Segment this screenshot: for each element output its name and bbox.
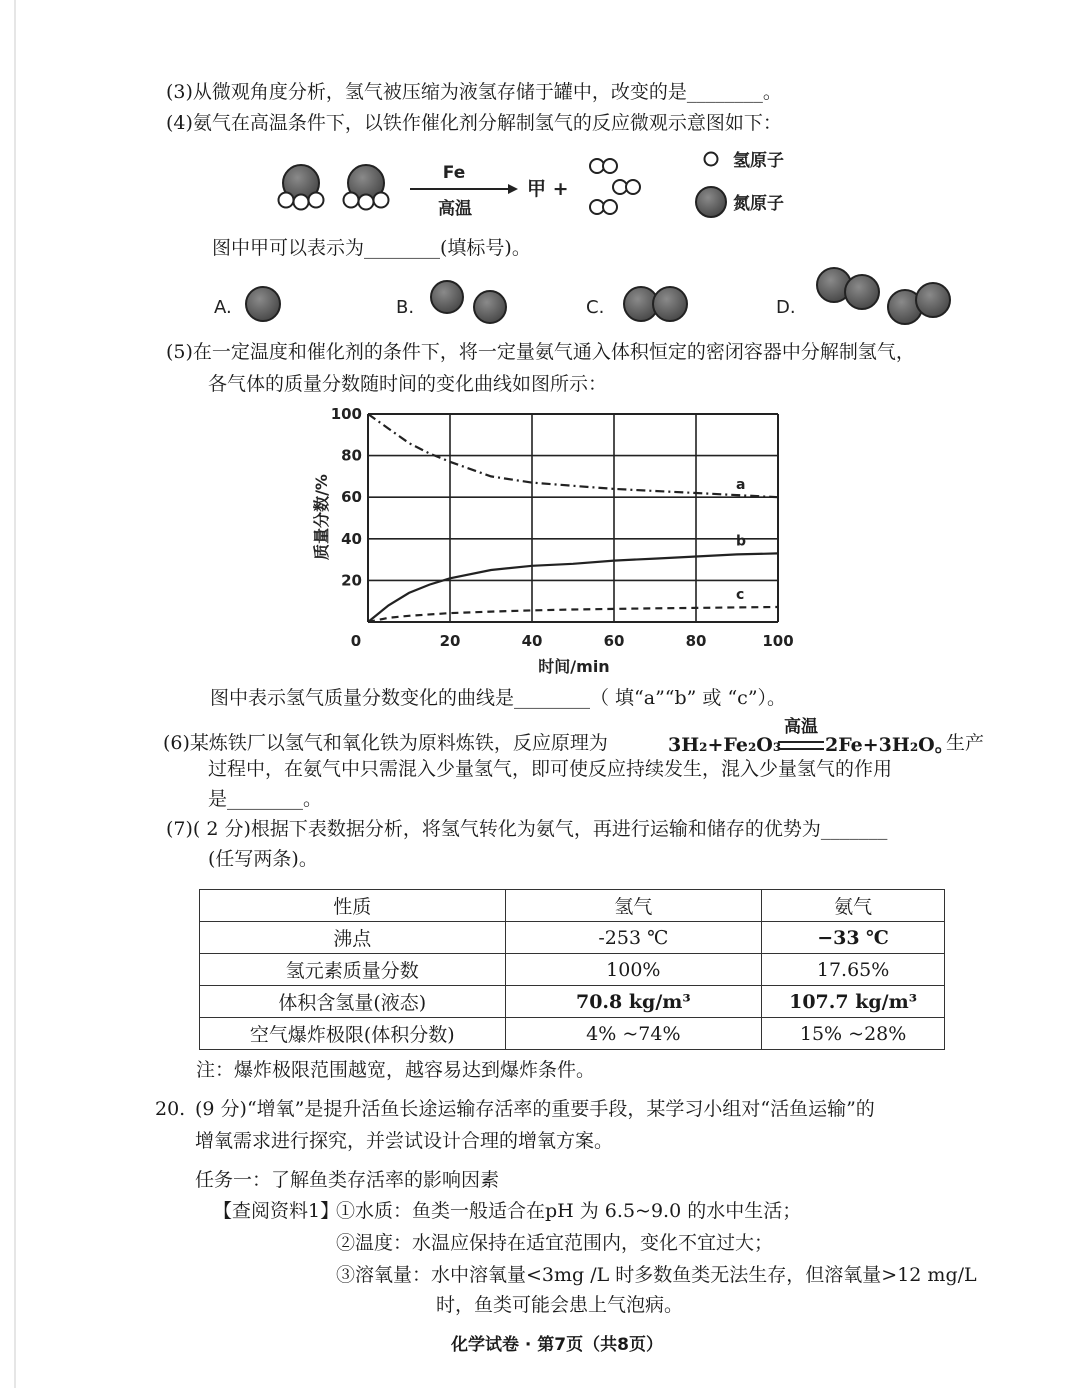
x-tick-label: 80 [685,632,707,650]
table-cell: 15% ~28% [762,1018,945,1050]
reference-item-1: ①水质：鱼类一般适合在pH 为 6.5~9.0 的水中生活； [336,1200,802,1222]
option-d-label: D. [776,297,796,318]
reference-item-3b: 时，鱼类可能会患上气泡病。 [436,1294,684,1316]
question-5-line-2: 各气体的质量分数随时间的变化曲线如图所示： [208,373,608,395]
task-1-heading: 任务一：了解鱼类存活率的影响因素 [195,1169,500,1191]
table-row [200,1018,945,1050]
question-4-ask: 图中甲可以表示为________(填标号)。 [212,237,531,259]
page-footer: 化学试卷 · 第7页（共8页） [451,1335,663,1355]
ammonia-molecule-2 [344,165,389,210]
y-tick-label: 80 [341,446,362,465]
question-7-line-1: (7)( 2 分)根据下表数据分析，将氢气转化为氨气，再进行运输和储存的优势为_______ [166,818,888,840]
reference-item-2: ②温度：水温应保持在适宜范围内，变化不宜过大； [336,1232,774,1254]
question-6-line-2: 过程中，在氨气中只需混入少量氢气，即可使反应持续发生，混入少量氢气的作用 [208,758,893,780]
table-cell: -253 ℃ [505,922,762,954]
table-cell: 107.7 kg/m³ [762,986,945,1018]
table-cell: 100% [505,954,762,986]
option-b-label: B. [396,297,415,318]
option-b-atom-1 [431,281,463,313]
x-tick-label: 20 [439,632,461,650]
option-d-atom-4 [916,283,950,317]
equation-condition: 高温 [784,717,818,737]
option-d-atom-2 [845,275,879,309]
catalyst-label: Fe [442,163,466,183]
option-c-atom-2 [653,287,687,321]
properties-table [199,889,945,1050]
question-6-line-1a: (6)某炼铁厂以氢气和氧化铁为原料炼铁，反应原理为 [163,732,608,754]
y-tick-label: 20 [341,571,362,590]
question-6-line-3: 是________。 [208,788,323,810]
option-b-atom-2 [474,291,506,323]
nitrogen-atom-icon [696,187,726,217]
x-tick-label: 0 [350,632,362,650]
table-cell: 4% ~74% [505,1018,762,1050]
question-6-line-1b: 生产 [946,732,985,754]
question-20-line-2: 增氧需求进行探究，并尝试设计合理的增氧方案。 [195,1130,614,1152]
equation-left: 3H₂+Fe₂O₃ [668,734,782,756]
reference-item-3a: ③溶氧量：水中溶氧量<3mg /L 时多数鱼类无法生存，但溶氧量>12 mg/L [336,1264,977,1286]
question-5-ask: 图中表示氢气质量分数变化的曲线是________（ 填“a”“b” 或 “c”）。 [210,687,787,709]
question-20-number: 20. [155,1098,186,1120]
equation-right: 2Fe+3H₂O。 [825,734,954,756]
reaction-arrow [410,184,518,194]
table-note: 注：爆炸极限范围越宽，越容易达到爆炸条件。 [196,1059,596,1081]
hydrogen-atom-icon [705,153,718,166]
option-a-label: A. [214,297,232,318]
equation-double-line [778,741,824,750]
option-a-molecule [246,287,280,321]
table-cell: 沸点 [200,922,506,954]
table-header: 氢气 [505,890,762,922]
question-7-line-2: (任写两条)。 [208,848,318,870]
series-line-b [368,553,778,622]
table-row [200,922,945,954]
table-row [200,986,945,1018]
y-tick-label: 100 [330,405,362,423]
table-cell: 氢元素质量分数 [200,954,506,986]
legend-hydrogen: 氢原子 [733,151,784,171]
series-label-b: b [736,533,747,550]
chart-grid [368,414,778,622]
y-axis-label: 质量分数/% [312,474,331,560]
x-axis-label: 时间/min [538,657,610,676]
series-label-a: a [736,477,746,494]
table-header: 氨气 [762,890,945,922]
table-cell: −33 ℃ [762,922,945,954]
table-row [200,954,945,986]
x-tick-label: 60 [603,632,625,650]
product-label: 甲 + [527,178,569,200]
chart-series [368,414,778,622]
table-cell: 空气爆炸极限(体积分数) [200,1018,506,1050]
x-tick-label: 40 [521,632,543,650]
question-5-line-1: (5)在一定温度和催化剂的条件下，将一定量氨气通入体积恒定的密闭容器中分解制氢气， [166,341,915,363]
table-cell: 体积含氢量(液态) [200,986,506,1018]
hydrogen-molecules [590,159,640,214]
y-tick-label: 60 [341,488,362,507]
table-header-row [200,890,945,922]
y-tick-label: 40 [341,529,362,548]
series-label-c: c [736,587,745,604]
question-3: (3)从微观角度分析，氢气被压缩为液氢存储于罐中，改变的是________。 [166,81,782,103]
question-20-line-1: (9 分)“增氧”是提升活鱼长途运输存活率的重要手段，某学习小组对“活鱼运输”的 [195,1098,875,1120]
question-4: (4)氨气在高温条件下，以铁作催化剂分解制氢气的反应微观示意图如下： [166,112,782,134]
table-header: 性质 [200,890,506,922]
x-tick-label: 100 [762,632,794,650]
chart-ticks [331,405,794,650]
table-cell: 17.65% [762,954,945,986]
table-cell: 70.8 kg/m³ [505,986,762,1018]
option-c-label: C. [586,297,605,318]
legend-nitrogen: 氮原子 [733,194,784,214]
mass-fraction-chart [0,400,1080,690]
reference-label: 【查阅资料1】 [213,1200,340,1222]
series-line-c [368,607,778,622]
ammonia-molecule-1 [279,165,324,210]
condition-label: 高温 [438,199,472,219]
